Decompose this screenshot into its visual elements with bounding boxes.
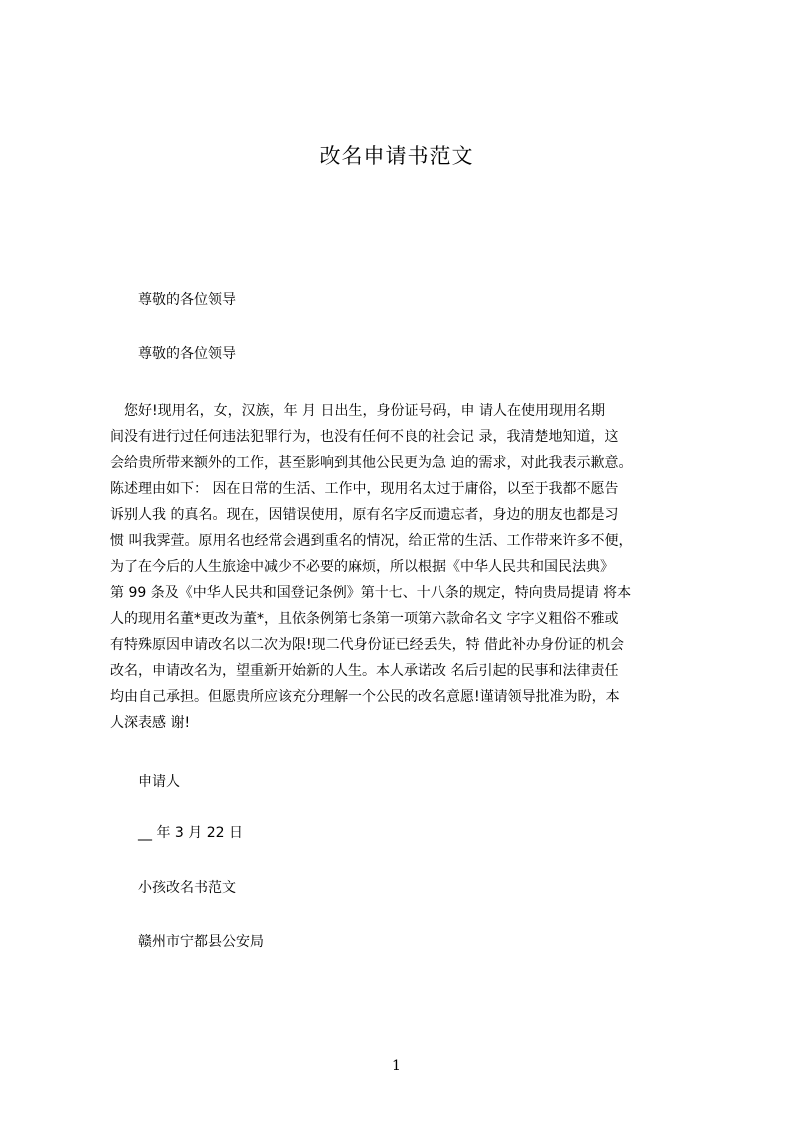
body-line: 人深表感 谢! bbox=[110, 715, 191, 731]
body-line: 间没有进行过任何违法犯罪行为，也没有任何不良的社会记 录，我清楚地知道，这 bbox=[110, 429, 619, 445]
date-line: __ 年 3 月 22 日 bbox=[138, 825, 243, 841]
body-line: 均由自己承担。但愿贵所应该充分理解一个公民的改名意愿!谨请领导批准为盼，本 bbox=[110, 689, 620, 705]
body-line: 第 99 条及《中华人民共和国登记条例》第十七、十八条的规定，特向贵局提请 将本 bbox=[110, 585, 632, 601]
salutation-line-1: 尊敬的各位领导 bbox=[138, 292, 236, 308]
body-line: 改名，申请改名为，望重新开始新的人生。本人承诺改 名后引起的民事和法律责任 bbox=[110, 663, 619, 679]
subheading: 小孩改名书范文 bbox=[138, 880, 236, 896]
salutation-line-2: 尊敬的各位领导 bbox=[138, 346, 236, 362]
document-title: 改名申请书范文 bbox=[319, 144, 474, 168]
body-line: 诉别人我 的真名。现在，因错误使用，原有名字反而遗忘者，身边的朋友也都是习 bbox=[110, 507, 619, 523]
page-number: 1 bbox=[392, 1058, 401, 1074]
body-paragraph bbox=[110, 398, 702, 736]
body-line: 您好!现用名，女，汉族，年 月 日出生，身份证号码，申 请人在使用现用名期 bbox=[110, 403, 605, 419]
body-line: 人的现用名董*更改为董*，且依条例第七条第一项第六款命名文 字字义粗俗不雅或 bbox=[110, 611, 619, 627]
body-line: 有特殊原因申请改名以二次为限!现二代身份证已经丢失，特 借此补办身份证的机会 bbox=[110, 637, 625, 653]
recipient-line: 赣州市宁都县公安局 bbox=[138, 934, 264, 950]
body-line: 惯 叫我霁萱。原用名也经常会遇到重名的情况，给正常的生活、工作带来许多不便， bbox=[110, 533, 633, 549]
applicant-label: 申请人 bbox=[138, 774, 180, 790]
body-line: 会给贵所带来额外的工作，甚至影响到其他公民更为急 迫的需求，对此我表示歉意。 bbox=[110, 455, 633, 471]
body-line: 为了在今后的人生旅途中减少不必要的麻烦，所以根据《中华人民共和国民法典》 bbox=[110, 559, 614, 575]
body-line: 陈述理由如下： 因在日常的生活、工作中，现用名太过于庸俗，以至于我都不愿告 bbox=[110, 481, 619, 497]
